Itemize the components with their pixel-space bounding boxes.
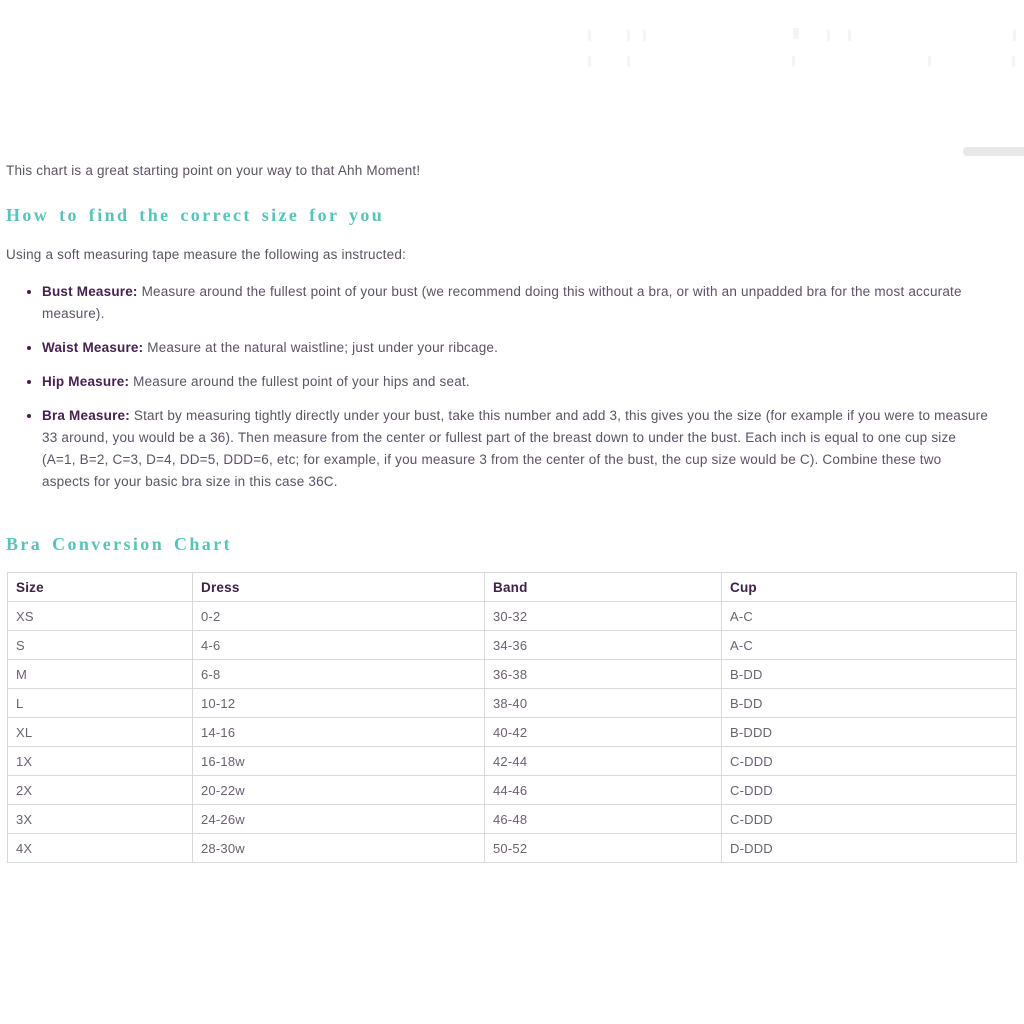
cell-size: S — [8, 631, 193, 660]
how-to-heading: How to find the correct size for you — [6, 205, 385, 225]
table-row — [8, 602, 1017, 631]
cell-band: 34-36 — [485, 631, 722, 660]
bullet-dot-icon — [27, 346, 31, 350]
cell-cup: C-DDD — [722, 805, 1017, 834]
cell-band: 44-46 — [485, 776, 722, 805]
cell-size: XL — [8, 718, 193, 747]
cell-band: 50-52 — [485, 834, 722, 863]
bullet-item — [6, 337, 991, 359]
cell-dress: 16-18w — [193, 747, 485, 776]
cell-dress: 6-8 — [193, 660, 485, 689]
table-row — [8, 660, 1017, 689]
cell-dress: 20-22w — [193, 776, 485, 805]
cell-cup: A-C — [722, 602, 1017, 631]
measure-instructions-text: Using a soft measuring tape measure the following as instructed: — [6, 247, 407, 262]
cell-dress: 14-16 — [193, 718, 485, 747]
table-row — [8, 805, 1017, 834]
bra-conversion-table — [7, 572, 1017, 863]
bullet-label: Waist Measure: — [42, 340, 144, 355]
cell-dress: 10-12 — [193, 689, 485, 718]
bullet-label: Bra Measure: — [42, 408, 130, 423]
table-header-row — [8, 573, 1017, 602]
bullet-item — [6, 371, 991, 393]
table-row — [8, 747, 1017, 776]
table-row — [8, 631, 1017, 660]
bullet-label: Hip Measure: — [42, 374, 130, 389]
table-row — [8, 573, 1017, 602]
cell-cup: B-DD — [722, 660, 1017, 689]
column-header-cup: Cup — [722, 573, 1017, 602]
cell-band: 40-42 — [485, 718, 722, 747]
cell-size: L — [8, 689, 193, 718]
bullet-dot-icon — [27, 290, 31, 294]
bullet-text: Measure around the fullest point of your hips and seat. — [129, 374, 470, 389]
cell-band: 30-32 — [485, 602, 722, 631]
bullet-text: Start by measuring tightly directly under your bust, take this number and add 3, this gives you the size (for example if you were to measure 33 around, you would be a 36). Then measure from the center or fullest part of the breast down to under the bust. Each inch is equal to one cup size (A=1, B=2, C=3, D=4, DD=5, DDD=6, etc; for example, if you measure 3 from the center of the bust, the cup size would be C). Combine these two aspects for your basic bra size in this case 36C. — [42, 408, 989, 489]
column-header-dress: Dress — [193, 573, 485, 602]
cell-dress: 0-2 — [193, 602, 485, 631]
bullet-item — [6, 281, 991, 325]
scrollbar-fragment — [963, 147, 1024, 156]
cell-size: M — [8, 660, 193, 689]
cell-size: 4X — [8, 834, 193, 863]
table-body — [8, 602, 1017, 863]
bullet-item — [6, 405, 991, 493]
cell-band: 38-40 — [485, 689, 722, 718]
cell-dress: 28-30w — [193, 834, 485, 863]
cell-size: 1X — [8, 747, 193, 776]
bullet-dot-icon — [27, 380, 31, 384]
cell-dress: 4-6 — [193, 631, 485, 660]
bullet-text: Measure at the natural waistline; just under your ribcage. — [143, 340, 499, 355]
cell-size: 3X — [8, 805, 193, 834]
intro-text: This chart is a great starting point on your way to that Ahh Moment! — [6, 163, 421, 178]
table-row — [8, 834, 1017, 863]
cell-cup: C-DDD — [722, 747, 1017, 776]
cell-band: 36-38 — [485, 660, 722, 689]
cell-size: 2X — [8, 776, 193, 805]
table-row — [8, 718, 1017, 747]
column-header-band: Band — [485, 573, 722, 602]
bra-conversion-chart-heading: Bra Conversion Chart — [6, 534, 232, 554]
measure-bullet-list — [6, 281, 991, 505]
cell-cup: B-DDD — [722, 718, 1017, 747]
cell-cup: C-DDD — [722, 776, 1017, 805]
bullet-label: Bust Measure: — [42, 284, 138, 299]
table-row — [8, 689, 1017, 718]
cell-cup: D-DDD — [722, 834, 1017, 863]
cell-cup: A-C — [722, 631, 1017, 660]
cell-size: XS — [8, 602, 193, 631]
bullet-dot-icon — [27, 414, 31, 418]
cell-dress: 24-26w — [193, 805, 485, 834]
bullet-text: Measure around the fullest point of your bust (we recommend doing this without a bra, or with an unpadded bra for the most accurate measure). — [42, 284, 962, 321]
column-header-size: Size — [8, 573, 193, 602]
table-row — [8, 776, 1017, 805]
cell-cup: B-DD — [722, 689, 1017, 718]
cell-band: 42-44 — [485, 747, 722, 776]
cell-band: 46-48 — [485, 805, 722, 834]
